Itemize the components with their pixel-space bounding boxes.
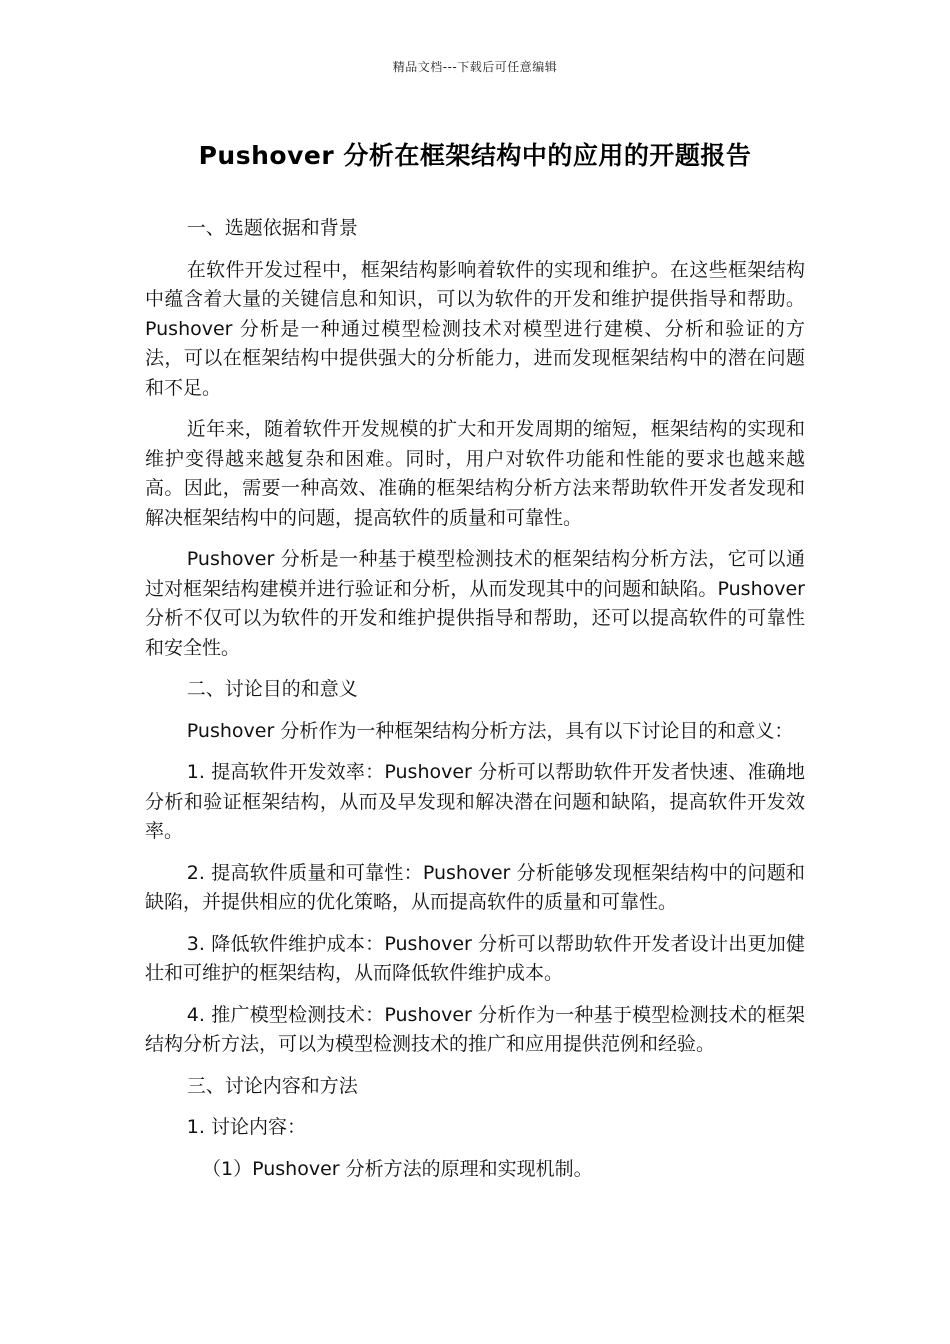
page-header-watermark: 精品文档---下载后可任意编辑 [392,60,558,74]
paragraph: 近年来，随着软件开发规模的扩大和开发周期的缩短，框架结构的实现和维护变得越来越复杂和困难。同时，用户对软件功能和性能的要求也越来越高。因此，需要一种高效、准确的框架结构分析方法来帮助软件开发者发现和解决框架结构中的问题，提高软件的质量和可靠性。 [145,418,805,529]
paragraph: Pushover 分析是一种基于模型检测技术的框架结构分析方法，它可以通过对框架结构建模并进行验证和分析，从而发现其中的问题和缺陷。Pushover 分析不仅可以为软件的开发和维护提供指导和帮助，还可以提高软件的可靠性和安全性。 [145,548,805,659]
list-item: 4. 推广模型检测技术：Pushover 分析作为一种基于模型检测技术的框架结构分析方法，可以为模型检测技术的推广和应用提供范例和经验。 [145,1003,805,1055]
section-heading-purpose: 二、讨论目的和意义 [186,678,358,700]
document-title: Pushover 分析在框架结构中的应用的开题报告 [198,141,752,170]
list-item: 3. 降低软件维护成本：Pushover 分析可以帮助软件开发者设计出更加健壮和可维护的框架结构，从而降低软件维护成本。 [145,932,805,984]
sub-list-item: （1）Pushover 分析方法的原理和实现机制。 [202,1157,593,1180]
section-heading-background: 一、选题依据和背景 [186,217,358,239]
document-body [145,214,805,1196]
list-item: 2. 提高软件质量和可靠性：Pushover 分析能够发现框架结构中的问题和缺陷，并提供相应的优化策略，从而提高软件的质量和可靠性。 [145,861,805,913]
list-item: 1. 讨论内容： [186,1116,306,1138]
list-item: 1. 提高软件开发效率：Pushover 分析可以帮助软件开发者快速、准确地分析和验证框架结构，从而及早发现和解决潜在问题和缺陷，提高软件开发效率。 [145,761,805,842]
paragraph: Pushover 分析作为一种框架结构分析方法，具有以下讨论目的和意义： [186,719,794,742]
paragraph: 在软件开发过程中，框架结构影响着软件的实现和维护。在这些框架结构中蕴含着大量的关键信息和知识，可以为软件的开发和维护提供指导和帮助。Pushover 分析是一种通过模型检测技术对模型进行建模、分析和验证的方法，可以在框架结构中提供强大的分析能力，进而发现框架结构中的潜在问题和不足。 [145,258,805,399]
section-heading-content-methods: 三、讨论内容和方法 [186,1074,358,1097]
